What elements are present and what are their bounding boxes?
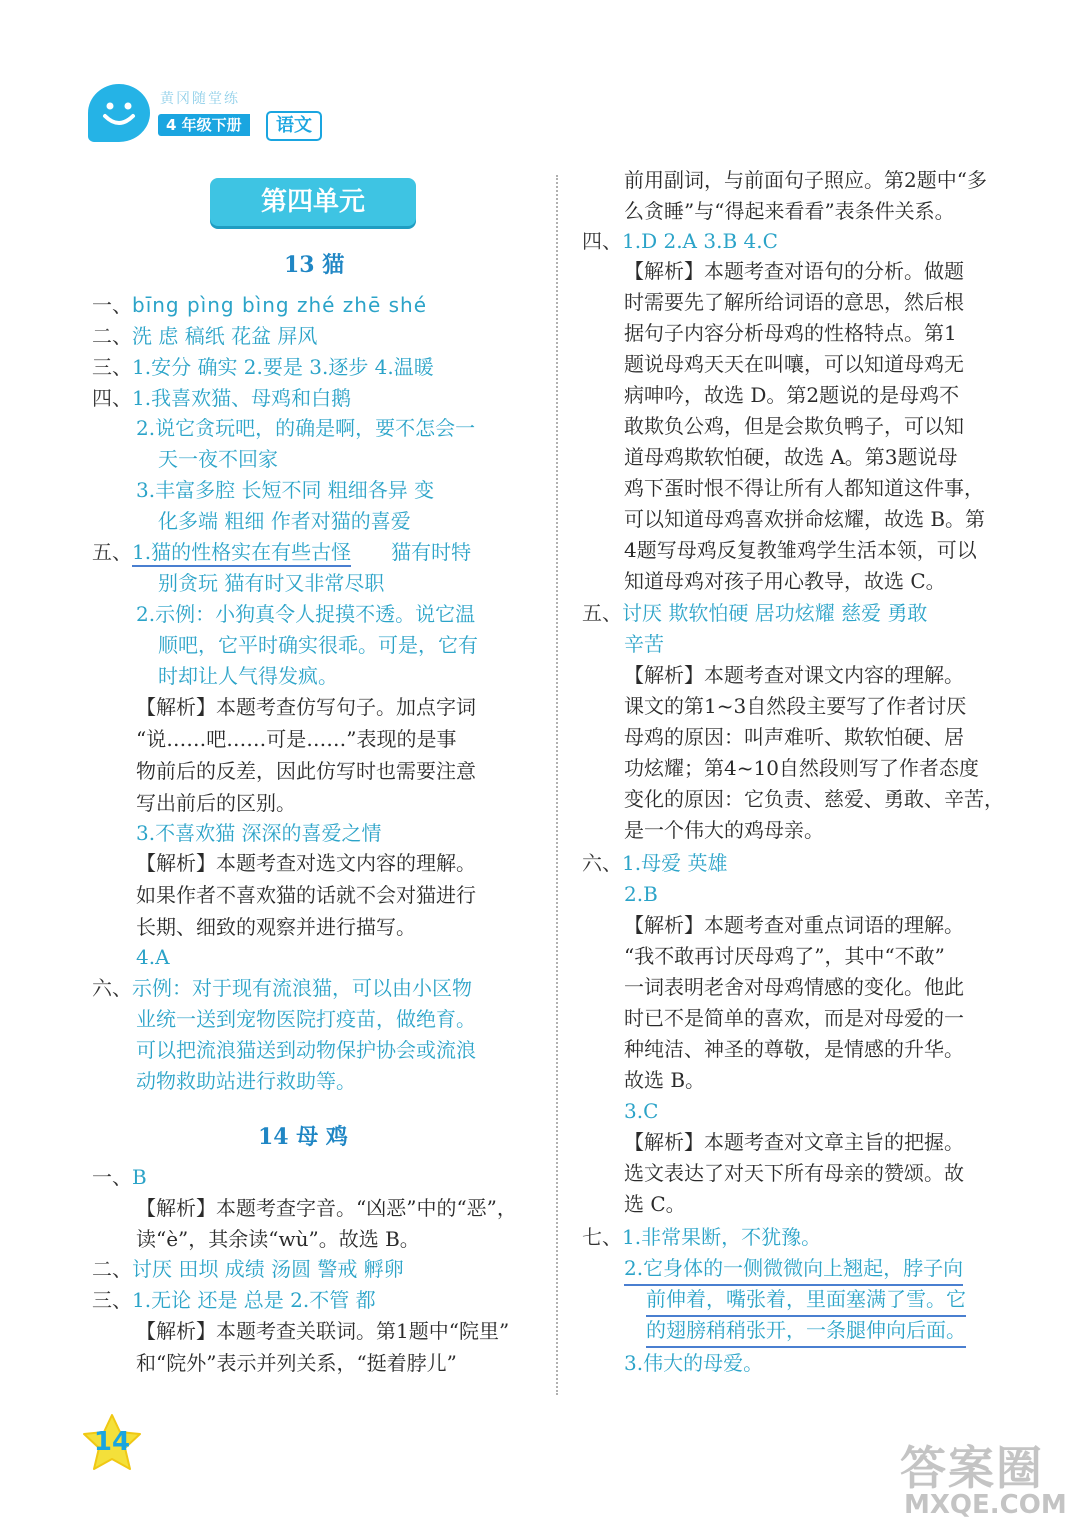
answer-text: 别贪玩 猫有时又非常尽职	[158, 571, 385, 595]
analysis-text: 前用副词，与前面句子照应。第2题中“多	[624, 168, 987, 192]
underlined-answer: 前伸着，嘴张着，里面塞满了雪。它	[646, 1284, 966, 1317]
question-number: 六、	[582, 851, 622, 875]
column-divider	[556, 175, 558, 1395]
answer-text: 动物救助站进行救助等。	[136, 1069, 356, 1093]
lesson-14-title: 14 母 鸡	[258, 1124, 348, 1150]
answer-text: 化多端 粗细 作者对猫的喜爱	[158, 509, 411, 533]
answer-text: 2.B	[624, 882, 658, 906]
answer-text: 1.安分 确实 2.要是 3.逐步 4.温暖	[132, 355, 434, 379]
series-name: 黄冈随堂练	[160, 91, 240, 107]
analysis-text: 可以知道母鸡喜欢拼命炫耀，故选 B。第	[624, 507, 986, 531]
analysis-text: 【解析】本题考查对选文内容的理解。	[136, 851, 476, 875]
answer-line	[92, 537, 471, 567]
answer-text: 讨厌 田坝 成绩 汤圆 警戒 孵卵	[132, 1257, 404, 1281]
answer-text: B	[132, 1165, 147, 1189]
question-number: 四、	[92, 386, 132, 410]
answer-line	[92, 290, 427, 320]
analysis-text: 鸡下蛋时恨不得让所有人都知道这件事，	[624, 476, 984, 500]
question-number: 五、	[92, 540, 132, 564]
smiley-icon	[88, 84, 150, 142]
analysis-text: 如果作者不喜欢猫的话就不会对猫进行	[136, 883, 476, 907]
answer-line	[92, 321, 317, 351]
unit-title: 第四单元	[210, 178, 416, 226]
analysis-text: 据句子内容分析母鸡的性格特点。第1	[624, 321, 957, 345]
analysis-text: “我不敢再讨厌母鸡了”，其中“不敢”	[624, 944, 945, 968]
question-number: 四、	[582, 229, 622, 253]
answer-text: 3.伟大的母爱。	[624, 1351, 764, 1375]
analysis-text: 题说母鸡天天在叫嚷，可以知道母鸡无	[624, 352, 964, 376]
analysis-text: 一词表明老舍对母鸡情感的变化。他此	[624, 975, 964, 999]
answer-line	[582, 848, 727, 878]
analysis-text: 选文表达了对天下所有母亲的赞颂。故	[624, 1161, 964, 1185]
underlined-answer: 1.猫的性格实在有些古怪	[132, 540, 351, 567]
analysis-text: 长期、细致的观察并进行描写。	[136, 915, 416, 939]
answer-line	[582, 226, 778, 256]
answer-text: 天一夜不回家	[158, 447, 278, 471]
subject-label: 语文	[266, 111, 322, 141]
book-header	[88, 80, 368, 150]
watermark-text: 答案圈	[900, 1441, 1044, 1495]
analysis-text: 写出前后的区别。	[136, 791, 296, 815]
analysis-text: 【解析】本题考查字音。“凶恶”中的“恶”，	[136, 1196, 517, 1220]
question-number: 五、	[582, 601, 622, 625]
answer-text: 1.无论 还是 总是 2.不管 都	[132, 1288, 376, 1312]
answer-text: 示例：对于现有流浪猫，可以由小区物	[132, 976, 472, 1000]
answer-text: 2.说它贪玩吧，的确是啊，要不怎会一	[136, 416, 476, 440]
watermark	[900, 1432, 1067, 1522]
question-number: 六、	[92, 976, 132, 1000]
analysis-text: 功炫耀；第4~10自然段则写了作者态度	[624, 756, 979, 780]
underlined-answer: 的翅膀稍稍张开，一条腿伸向后面。	[646, 1315, 966, 1348]
answer-line	[92, 1285, 376, 1315]
watermark-url: MXQE.COM	[904, 1490, 1067, 1520]
answer-line	[582, 598, 927, 628]
answer-text: 1.母爱 英雄	[622, 851, 728, 875]
answer-text: bīng pìng bìng zhé zhē shé	[132, 293, 428, 317]
answer-line	[92, 352, 434, 382]
question-number: 三、	[92, 355, 132, 379]
answer-line	[92, 383, 351, 413]
analysis-text: 病呻吟，故选 D。第2题说的是母鸡不	[624, 383, 960, 407]
page-number	[80, 1412, 144, 1472]
analysis-text: 故选 B。	[624, 1068, 706, 1092]
answer-text: 洗 虑 稿纸 花盆 屏风	[132, 324, 318, 348]
question-number: 七、	[582, 1225, 622, 1249]
analysis-text: 时需要先了解所给词语的意思，然后根	[624, 290, 964, 314]
question-number: 二、	[92, 1257, 132, 1281]
answer-text: 讨厌 欺软怕硬 居功炫耀 慈爱 勇敢	[622, 601, 928, 625]
grade-label: 4 年级下册	[158, 114, 250, 136]
answer-text: 2.示例：小狗真令人捉摸不透。说它温	[136, 602, 476, 626]
answer-text: 3.不喜欢猫 深深的喜爱之情	[136, 821, 382, 845]
underlined-answer: 2.它身体的一侧微微向上翘起，脖子向	[624, 1253, 963, 1286]
answer-text: 时却让人气得发疯。	[158, 664, 338, 688]
answer-text: 业统一送到宠物医院打疫苗，做绝育。	[136, 1007, 476, 1031]
analysis-text: 道母鸡欺软怕硬，故选 A。第3题说母	[624, 445, 958, 469]
analysis-text: 读“è”，其余读“wù”。故选 B。	[136, 1227, 420, 1251]
answer-line	[92, 1162, 147, 1192]
question-number: 三、	[92, 1288, 132, 1312]
question-number: 一、	[92, 1165, 132, 1189]
question-number: 一、	[92, 293, 132, 317]
answer-text: 1.非常果断，不犹豫。	[622, 1225, 822, 1249]
answer-text: 猫有时特	[391, 540, 472, 564]
analysis-text: 母鸡的原因：叫声难听、欺软怕硬、居	[624, 725, 964, 749]
answer-line	[92, 1254, 404, 1284]
analysis-text: 【解析】本题考查仿写句子。加点字词	[136, 695, 476, 719]
analysis-text: 是一个伟大的鸡母亲。	[624, 818, 824, 842]
analysis-text: 【解析】本题考查对课文内容的理解。	[624, 663, 964, 687]
analysis-text: 变化的原因：它负责、慈爱、勇敢、辛苦，	[624, 787, 1004, 811]
analysis-text: 选 C。	[624, 1192, 686, 1216]
answer-line	[92, 973, 472, 1003]
analysis-text: 课文的第1~3自然段主要写了作者讨厌	[624, 694, 967, 718]
analysis-text: 【解析】本题考查关联词。第1题中“院里”	[136, 1319, 510, 1343]
answer-text: 4.A	[136, 945, 170, 969]
analysis-text: 敢欺负公鸡，但是会欺负鸭子，可以知	[624, 414, 964, 438]
answer-text: 3.丰富多腔 长短不同 粗细各异 变	[136, 478, 435, 502]
page-number-text: 14	[93, 1427, 131, 1457]
answer-text: 1.D 2.A 3.B 4.C	[622, 229, 778, 253]
analysis-text: 么贪睡”与“得起来看看”表条件关系。	[624, 199, 955, 223]
analysis-text: 和“院外”表示并列关系，“挺着脖儿”	[136, 1351, 457, 1375]
answer-text: 可以把流浪猫送到动物保护协会或流浪	[136, 1038, 476, 1062]
lesson-13-title: 13 猫	[284, 252, 345, 278]
analysis-text: 时已不是简单的喜欢，而是对母爱的一	[624, 1006, 964, 1030]
analysis-text: 【解析】本题考查对语句的分析。做题	[624, 259, 964, 283]
analysis-text: 物前后的反差，因此仿写时也需要注意	[136, 759, 476, 783]
answer-text: 顺吧，它平时确实很乖。可是，它有	[158, 633, 478, 657]
answer-text: 3.C	[624, 1099, 659, 1123]
question-number: 二、	[92, 324, 132, 348]
answer-line	[582, 1222, 821, 1252]
analysis-text: 种纯洁、神圣的尊敬，是情感的升华。	[624, 1037, 964, 1061]
answer-text: 1.我喜欢猫、母鸡和白鹅	[132, 386, 352, 410]
answer-text: 辛苦	[624, 632, 664, 656]
analysis-text: “说……吧……可是……”表现的是事	[136, 727, 457, 751]
analysis-text: 【解析】本题考查对文章主旨的把握。	[624, 1130, 964, 1154]
analysis-text: 知道母鸡对孩子用心教导，故选 C。	[624, 569, 946, 593]
analysis-text: 【解析】本题考查对重点词语的理解。	[624, 913, 964, 937]
analysis-text: 4题写母鸡反复教雏鸡学生活本领，可以	[624, 538, 977, 562]
